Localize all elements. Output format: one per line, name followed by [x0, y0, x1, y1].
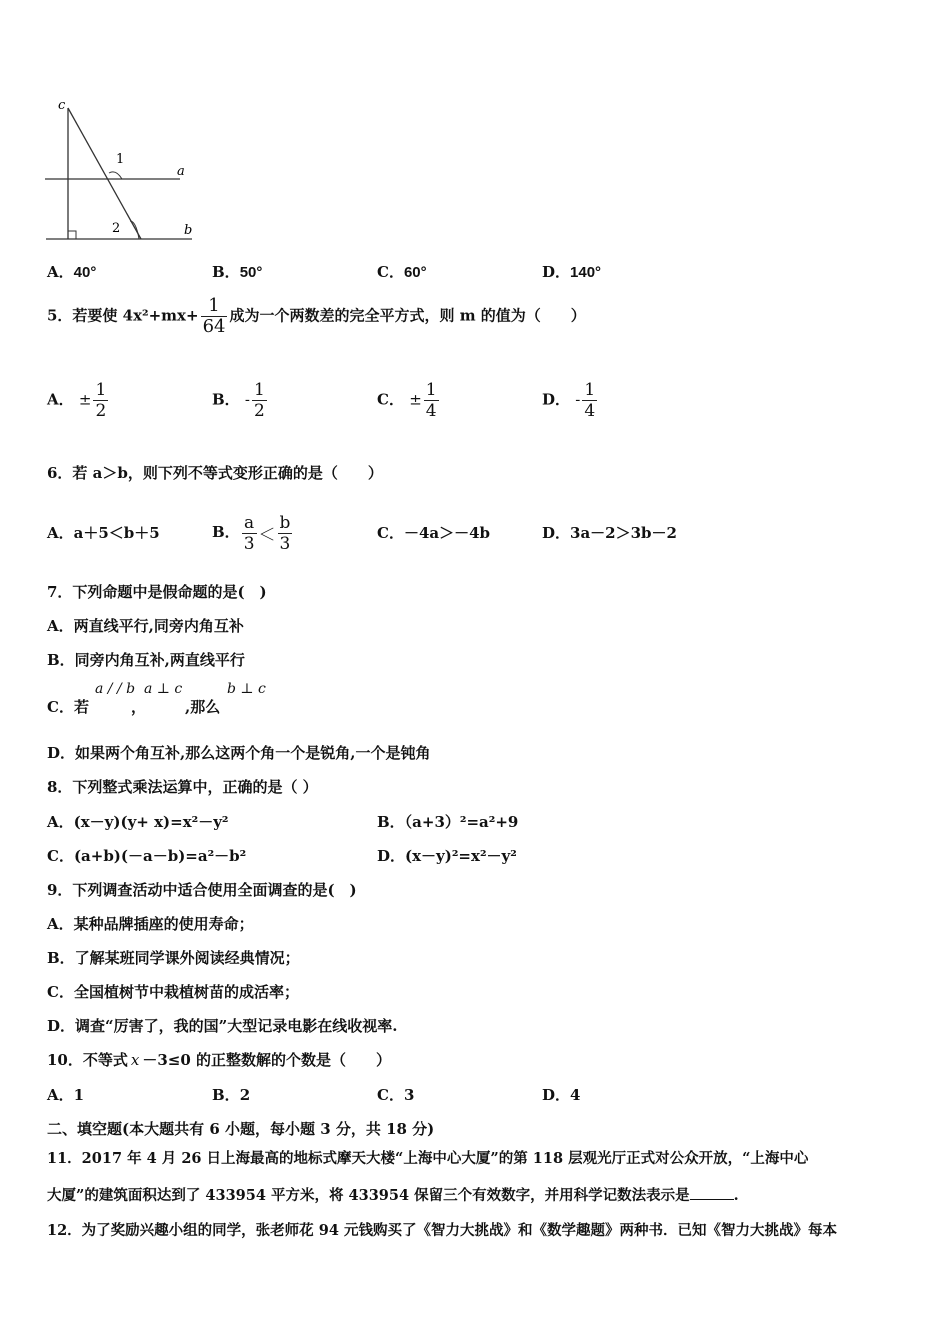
q12-line-1: 12．为了奖励兴趣小组的同学，张老师花 94 元钱购买了《智力大挑战》和《数学趣题》两种书．已知《智力大挑战》每本	[47, 1222, 837, 1239]
q4-option-b[interactable]: B．50°	[212, 263, 263, 281]
q8-option-b[interactable]: B．（a+3）²=a²+9	[377, 813, 519, 831]
q9-option-a[interactable]: A．某种品牌插座的使用寿命；	[47, 915, 254, 933]
q6-option-b[interactable]: B． $\frac{a}{3}$ ＜ $\frac{b}{3}$	[212, 512, 291, 554]
q6-stem: 6．若 a＞b，则下列不等式变形正确的是（ ）	[47, 464, 383, 482]
q8-option-c[interactable]: C．(a+b)(－a－b)=a²－b²	[47, 847, 247, 865]
q10-option-d[interactable]: D．4	[542, 1086, 581, 1104]
label-1: 1	[116, 152, 125, 167]
label-c: c	[58, 98, 66, 113]
label-a: a	[177, 164, 185, 179]
q4-option-c[interactable]: C．60°	[377, 263, 427, 281]
q11-line-1: 11．2017 年 4 月 26 日上海最高的地标式摩天大楼“上海中心大厦”的第 118 层观光厅正式对公众开放，“上海中心	[47, 1150, 809, 1167]
angle-2-arc	[130, 221, 139, 239]
q6-option-c[interactable]: C．－4a＞－4b	[377, 524, 491, 542]
q6-option-a[interactable]: A．a＋5＜b＋5	[47, 524, 160, 542]
q7-option-b[interactable]: B．同旁内角互补,两直线平行	[47, 651, 245, 669]
q8-option-a[interactable]: A．(x－y)(y+ x)=x²－y²	[47, 813, 229, 831]
q10-option-a[interactable]: A．1	[47, 1086, 85, 1104]
q9-option-d[interactable]: D．调查“厉害了，我的国”大型记录电影在线收视率.	[47, 1017, 398, 1035]
q4-option-a[interactable]: A．40°	[47, 263, 97, 281]
label-b: b	[184, 223, 193, 238]
q6-option-d[interactable]: D．3a－2＞3b－2	[542, 524, 677, 542]
section-2-title: 二、填空题(本大题共有 6 小题，每小题 3 分，共 18 分)	[47, 1120, 435, 1138]
angle-1-arc	[109, 172, 122, 179]
q11-line-2: 大厦”的建筑面积达到了 433954 平方米，将 433954 保留三个有效数字，并用科学记数法表示是 .	[47, 1187, 739, 1204]
q9-option-c[interactable]: C．全国植树节中栽植树苗的成活率；	[47, 983, 299, 1001]
q8-stem: 8．下列整式乘法运算中，正确的是（ ）	[47, 778, 318, 796]
q5-option-a[interactable]: A． ± $\frac{1}{2}$	[47, 380, 107, 421]
q5-option-d[interactable]: D． - $\frac{1}{4}$	[542, 380, 596, 421]
q5-fraction: $\frac{1}{64}$	[202, 295, 226, 337]
q5-option-b[interactable]: B． - $\frac{1}{2}$	[212, 380, 265, 421]
right-angle-mark	[68, 231, 76, 239]
q7-stem: 7．下列命题中是假命题的是( )	[47, 583, 267, 601]
q8-option-d[interactable]: D．(x－y)²=x²－y²	[377, 847, 517, 865]
q9-stem: 9．下列调查活动中适合使用全面调查的是( )	[47, 881, 357, 899]
q10-option-c[interactable]: C．3	[377, 1086, 415, 1104]
q11-answer-blank[interactable]	[690, 1187, 734, 1200]
q7-option-a[interactable]: A．两直线平行,同旁内角互补	[47, 617, 244, 635]
q10-option-b[interactable]: B．2	[212, 1086, 251, 1104]
label-2: 2	[112, 221, 121, 236]
geometry-figure	[40, 95, 210, 250]
q5-option-c[interactable]: C． ± $\frac{1}{4}$	[377, 380, 437, 421]
q5-stem: 5．若要使 4x²+mx+ $\frac{1}{64}$ 成为一个两数差的完全平方式，则 m 的值为（ ）	[47, 295, 586, 337]
q9-option-b[interactable]: B．了解某班同学课外阅读经典情况；	[47, 949, 300, 967]
q10-stem: 10．不等式 x －3≤0 的正整数解的个数是（ ）	[47, 1051, 392, 1069]
transversal-line	[68, 108, 141, 239]
q7-option-d[interactable]: D．如果两个角互补,那么这两个角一个是锐角,一个是钝角	[47, 744, 431, 762]
q4-option-d[interactable]: D．140°	[542, 263, 602, 281]
